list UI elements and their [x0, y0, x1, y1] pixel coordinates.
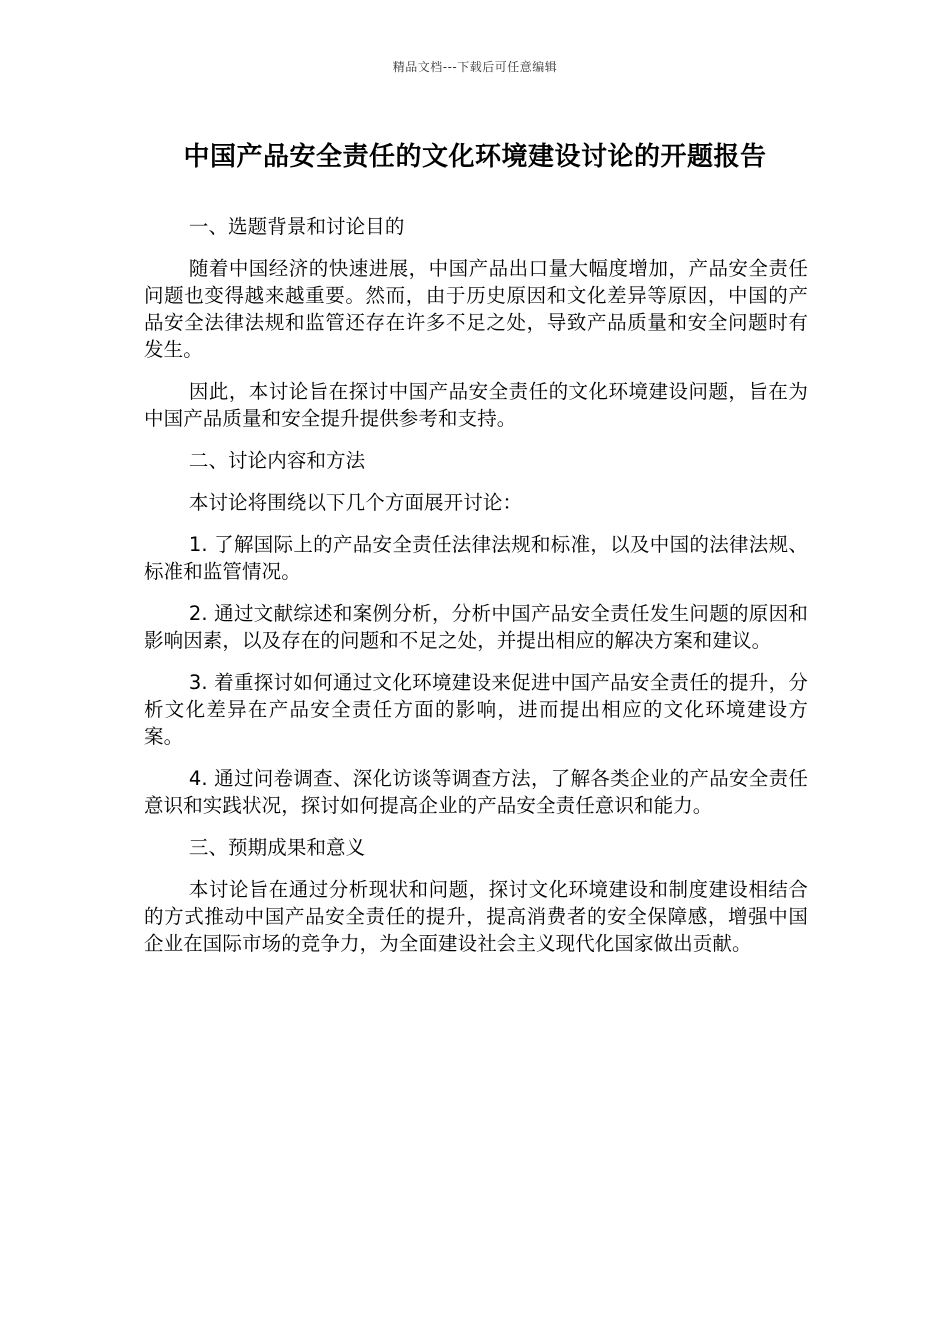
header-note: 精品文档---下载后可任意编辑	[392, 60, 558, 74]
list-item-2: 2. 通过文献综述和案例分析，分析中国产品安全责任发生问题的原因和影响因素，以及存在的问题和不足之处，并提出相应的解决方案和建议。	[144, 602, 808, 652]
paragraph-outcomes: 本讨论旨在通过分析现状和问题，探讨文化环境建设和制度建设相结合的方式推动中国产品安全责任的提升，提高消费者的安全保障感，增强中国企业在国际市场的竞争力，为全面建设社会主义现代化国家做出贡献。	[144, 878, 808, 955]
section-heading-content-methods: 二、讨论内容和方法	[188, 449, 366, 472]
paragraph-background: 随着中国经济的快速进展，中国产品出口量大幅度增加，产品安全责任问题也变得越来越重要。然而，由于历史原因和文化差异等原因，中国的产品安全法律法规和监管还存在许多不足之处，导致产品质量和安全问题时有发生。	[144, 257, 808, 361]
list-item-1: 1. 了解国际上的产品安全责任法律法规和标准，以及中国的法律法规、标准和监管情况。	[144, 533, 808, 583]
document-body	[144, 213, 808, 972]
list-item-3: 3. 着重探讨如何通过文化环境建设来促进中国产品安全责任的提升，分析文化差异在产品安全责任方面的影响，进而提出相应的文化环境建设方案。	[144, 671, 808, 748]
section-heading-background: 一、选题背景和讨论目的	[188, 215, 405, 238]
section-heading-outcomes: 三、预期成果和意义	[188, 836, 366, 859]
paragraph-purpose: 因此，本讨论旨在探讨中国产品安全责任的文化环境建设问题，旨在为中国产品质量和安全提升提供参考和支持。	[144, 380, 808, 430]
document-title: 中国产品安全责任的文化环境建设讨论的开题报告	[183, 142, 767, 172]
list-item-4: 4. 通过问卷调查、深化访谈等调查方法，了解各类企业的产品安全责任意识和实践状况，探讨如何提高企业的产品安全责任意识和能力。	[144, 767, 808, 817]
paragraph-content-intro: 本讨论将围绕以下几个方面展开讨论：	[188, 491, 523, 514]
